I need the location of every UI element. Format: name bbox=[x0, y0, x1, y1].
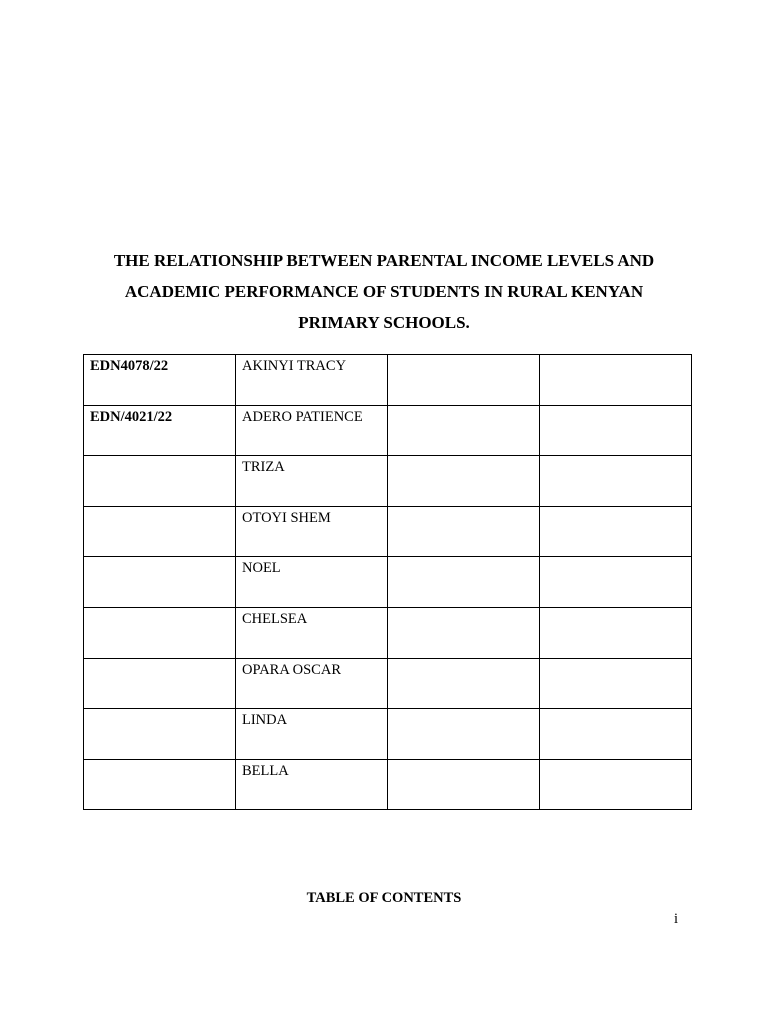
empty-cell bbox=[388, 355, 540, 406]
table-row bbox=[84, 709, 692, 760]
empty-cell bbox=[388, 405, 540, 456]
empty-cell bbox=[388, 658, 540, 709]
title-line-2: ACADEMIC PERFORMANCE OF STUDENTS IN RURAL KENYAN bbox=[124, 282, 644, 301]
empty-cell bbox=[388, 456, 540, 507]
student-name-cell: OTOYI SHEM bbox=[236, 506, 388, 557]
student-name-cell: NOEL bbox=[236, 557, 388, 608]
empty-cell bbox=[540, 709, 692, 760]
table-row bbox=[84, 759, 692, 810]
empty-cell bbox=[388, 759, 540, 810]
table-row bbox=[84, 405, 692, 456]
registration-number-cell bbox=[84, 557, 236, 608]
table-row bbox=[84, 355, 692, 406]
registration-number-cell bbox=[84, 759, 236, 810]
empty-cell bbox=[540, 355, 692, 406]
empty-cell bbox=[388, 506, 540, 557]
student-name-cell: TRIZA bbox=[236, 456, 388, 507]
registration-number-cell bbox=[84, 658, 236, 709]
registration-number-cell bbox=[84, 506, 236, 557]
empty-cell bbox=[540, 658, 692, 709]
student-name-cell: OPARA OSCAR bbox=[236, 658, 388, 709]
empty-cell bbox=[540, 405, 692, 456]
group-members-table-body bbox=[84, 355, 692, 810]
empty-cell bbox=[388, 607, 540, 658]
table-row bbox=[84, 557, 692, 608]
document-title bbox=[84, 245, 684, 338]
student-name-cell: CHELSEA bbox=[236, 607, 388, 658]
student-name-cell: AKINYI TRACY bbox=[236, 355, 388, 406]
toc-heading: TABLE OF CONTENTS bbox=[306, 890, 462, 906]
student-name-cell: LINDA bbox=[236, 709, 388, 760]
empty-cell bbox=[540, 557, 692, 608]
registration-number-cell bbox=[84, 607, 236, 658]
title-line-3: PRIMARY SCHOOLS. bbox=[298, 313, 470, 332]
table-row bbox=[84, 658, 692, 709]
table-row bbox=[84, 506, 692, 557]
registration-number-cell bbox=[84, 456, 236, 507]
empty-cell bbox=[540, 759, 692, 810]
table-row bbox=[84, 607, 692, 658]
empty-cell bbox=[540, 506, 692, 557]
empty-cell bbox=[388, 557, 540, 608]
empty-cell bbox=[388, 709, 540, 760]
empty-cell bbox=[540, 607, 692, 658]
registration-number-cell: EDN/4021/22 bbox=[84, 405, 236, 456]
empty-cell bbox=[540, 456, 692, 507]
registration-number-cell: EDN4078/22 bbox=[84, 355, 236, 406]
group-members-table bbox=[83, 354, 692, 810]
title-line-1: THE RELATIONSHIP BETWEEN PARENTAL INCOME LEVELS AND bbox=[113, 251, 655, 270]
registration-number-cell bbox=[84, 709, 236, 760]
page-number: i bbox=[674, 911, 679, 927]
student-name-cell: ADERO PATIENCE bbox=[236, 405, 388, 456]
student-name-cell: BELLA bbox=[236, 759, 388, 810]
table-row bbox=[84, 456, 692, 507]
